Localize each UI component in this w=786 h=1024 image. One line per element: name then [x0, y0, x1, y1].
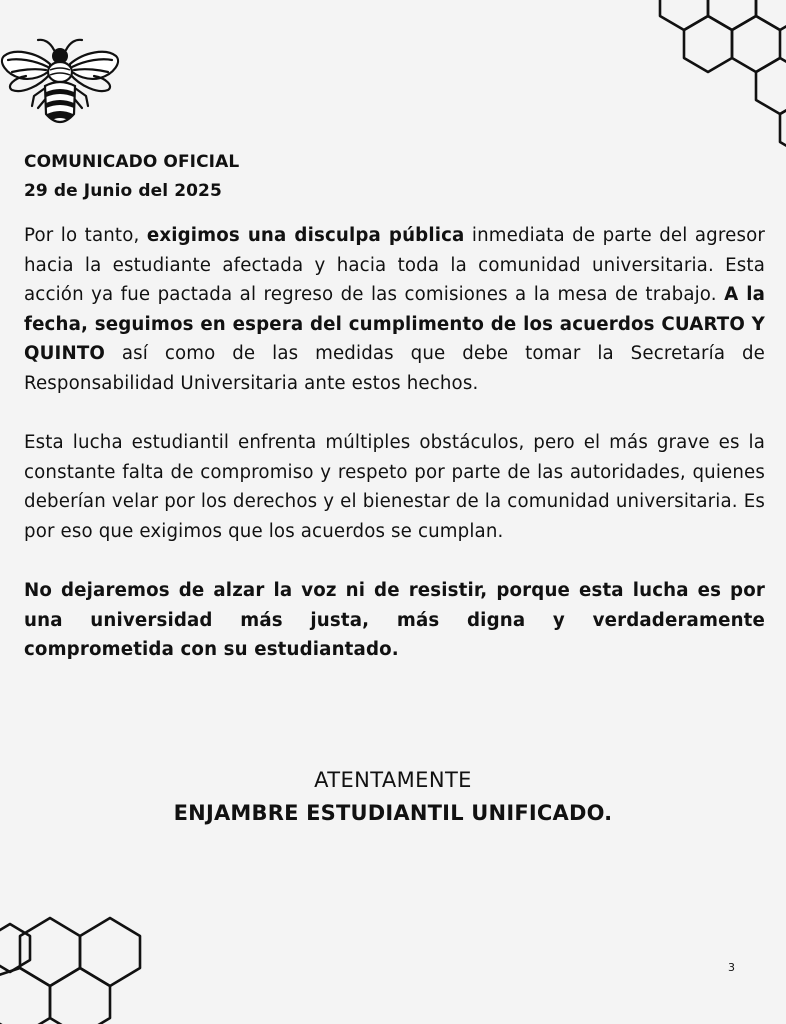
signature: ENJAMBRE ESTUDIANTIL UNIFICADO.	[173, 801, 613, 825]
bold-text: No dejaremos de alzar la voz ni de resistir, porque esta lucha es por una universidad más justa, más digna y verdaderamente comprometida con su estudiantado.	[24, 580, 765, 661]
paragraph-text: Por lo tanto,	[24, 225, 147, 246]
page-number: 3	[728, 961, 735, 974]
document-body	[24, 221, 765, 695]
bee-icon	[0, 34, 124, 132]
document-header	[24, 148, 239, 206]
honeycomb-icon	[646, 0, 786, 170]
document-date: 29 de Junio del 2025	[24, 181, 222, 201]
bold-text: exigimos una disculpa pública	[146, 225, 465, 246]
paragraph-resistance	[24, 576, 765, 665]
paragraph-obstacles: Esta lucha estudiantil enfrenta múltiples obstáculos, pero el más grave es la constante falta de compromiso y respeto por parte de las autoridades, quienes deberían velar por los derechos y el bienestar de la comunidad universitaria. Es por eso que exigimos que los acuerdos se cumplan.	[24, 432, 765, 542]
honeycomb-icon	[0, 914, 148, 1024]
paragraph-text: así como de las medidas que debe tomar la Secretaría de Responsabilidad Universitaria ante estos hechos.	[24, 343, 765, 394]
paragraph-demand	[24, 221, 765, 399]
closing-regards: ATENTAMENTE	[314, 768, 472, 792]
closing-block	[0, 764, 786, 830]
bold-text: A la fecha, seguimos en espera del cumplimento de los acuerdos CUARTO Y QUINTO	[24, 284, 765, 365]
paragraph-text: inmediata de parte del agresor hacia la estudiante afectada y hacia toda la comunidad universitaria. Esta acción ya fue pactada al regreso de las comisiones a la mesa de trabajo.	[24, 225, 765, 306]
document-title: COMUNICADO OFICIAL	[24, 152, 240, 172]
